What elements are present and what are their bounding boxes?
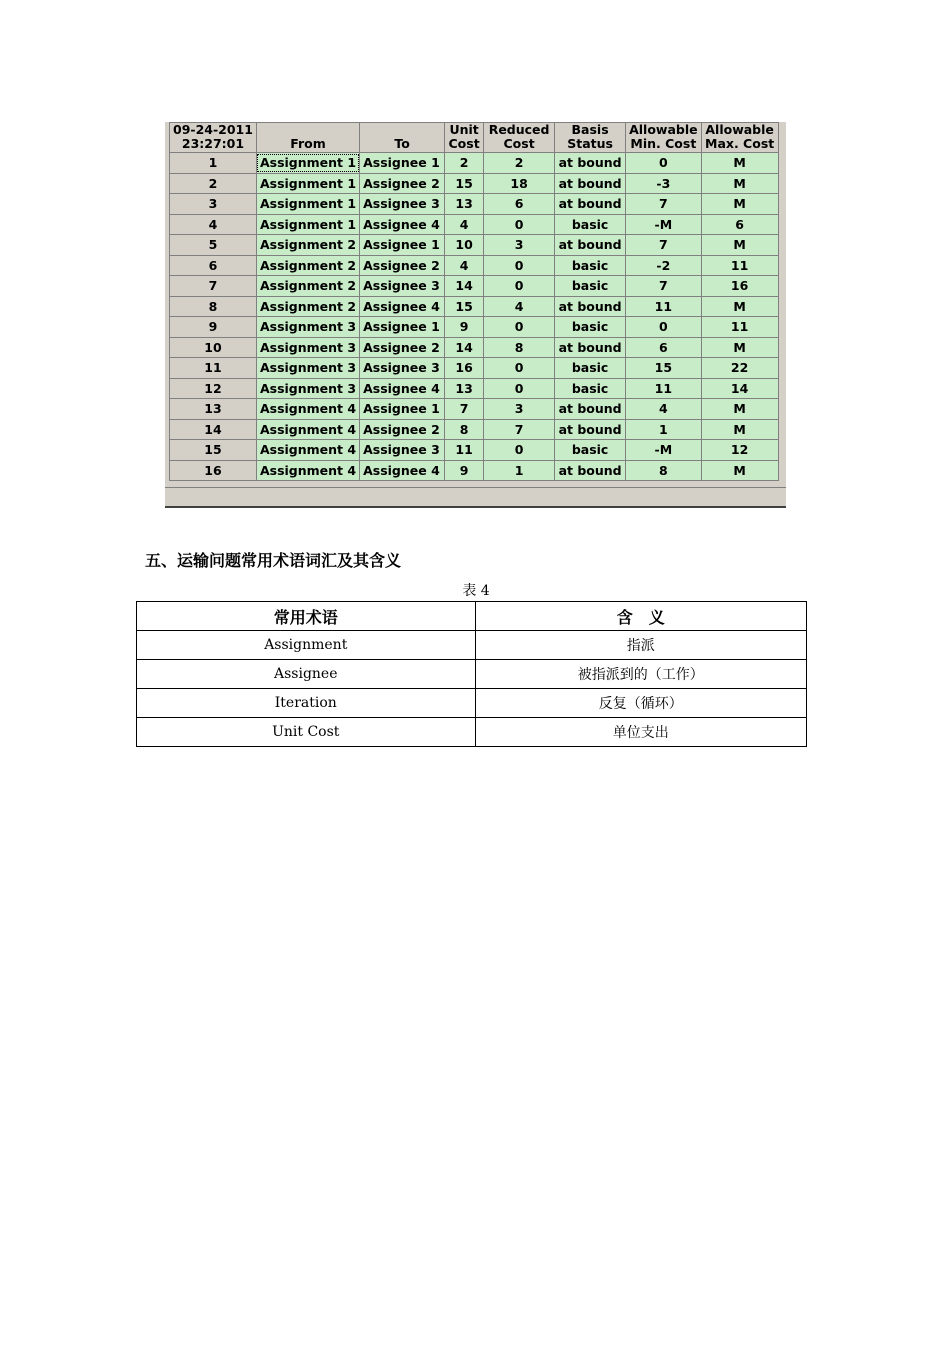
col-header-to-label: To	[394, 136, 410, 151]
reduced-cost-cell[interactable]: 0	[484, 276, 555, 297]
grid-row	[170, 235, 779, 256]
grid-row	[170, 214, 779, 235]
basis-status-cell[interactable]: at bound	[555, 337, 626, 358]
unit-cost-cell[interactable]: 11	[445, 440, 484, 461]
table-caption: 表 4	[462, 583, 490, 599]
allowable-max-cost-cell[interactable]: 6	[701, 214, 778, 235]
col-header-from[interactable]	[256, 123, 359, 153]
grid-header-row	[170, 123, 779, 153]
basis-status-cell[interactable]: at bound	[555, 235, 626, 256]
reduced-cost-cell[interactable]: 0	[484, 317, 555, 338]
allowable-max-cost-cell[interactable]: M	[701, 194, 778, 215]
unit-cost-cell[interactable]: 9	[445, 460, 484, 481]
unit-cost-cell[interactable]: 7	[445, 399, 484, 420]
to-cell[interactable]: Assignee 4	[360, 296, 445, 317]
terms-meaning-cell: 指派	[475, 631, 806, 660]
reduced-cost-cell[interactable]: 0	[484, 378, 555, 399]
from-cell[interactable]: Assignment 4	[256, 440, 359, 461]
allowable-min-cost-cell[interactable]: 0	[626, 317, 702, 338]
col-header-unit-cost-line2: Cost	[448, 136, 480, 151]
terms-table	[136, 601, 807, 747]
to-cell[interactable]: Assignee 4	[360, 214, 445, 235]
from-cell[interactable]: Assignment 4	[256, 460, 359, 481]
col-header-allowable-min-line2: Min. Cost	[630, 136, 697, 151]
basis-status-cell[interactable]: basic	[555, 358, 626, 379]
allowable-min-cost-cell[interactable]: 11	[626, 296, 702, 317]
terms-header-meaning: 含 义	[475, 602, 806, 631]
allowable-max-cost-cell[interactable]: M	[701, 399, 778, 420]
col-header-basis-status-line1: Basis	[571, 122, 609, 137]
unit-cost-cell[interactable]: 13	[445, 194, 484, 215]
basis-status-cell[interactable]: at bound	[555, 153, 626, 174]
to-cell[interactable]: Assignee 3	[360, 440, 445, 461]
basis-status-cell[interactable]: basic	[555, 276, 626, 297]
unit-cost-cell[interactable]: 15	[445, 296, 484, 317]
col-header-from-label: From	[290, 136, 326, 151]
reduced-cost-cell[interactable]: 18	[484, 173, 555, 194]
reduced-cost-cell[interactable]: 1	[484, 460, 555, 481]
allowable-min-cost-cell[interactable]: 4	[626, 399, 702, 420]
to-cell[interactable]: Assignee 2	[360, 419, 445, 440]
allowable-min-cost-cell[interactable]: 8	[626, 460, 702, 481]
to-cell[interactable]: Assignee 2	[360, 173, 445, 194]
terms-meaning-cell: 反复（循环）	[475, 689, 806, 718]
from-cell[interactable]: Assignment 1	[256, 173, 359, 194]
to-cell[interactable]: Assignee 4	[360, 378, 445, 399]
from-cell[interactable]: Assignment 1	[256, 214, 359, 235]
grid-row	[170, 173, 779, 194]
solution-grid-window	[165, 122, 786, 508]
from-cell[interactable]: Assignment 2	[256, 255, 359, 276]
grid-corner-timestamp	[170, 123, 257, 153]
row-number-cell[interactable]: 13	[170, 399, 257, 420]
allowable-min-cost-cell[interactable]: -M	[626, 214, 702, 235]
allowable-max-cost-cell[interactable]: M	[701, 419, 778, 440]
terms-row	[137, 689, 807, 718]
grid-row	[170, 194, 779, 215]
from-cell[interactable]: Assignment 4	[256, 419, 359, 440]
col-header-basis-status[interactable]	[555, 123, 626, 153]
row-number-cell[interactable]: 5	[170, 235, 257, 256]
allowable-max-cost-cell[interactable]: M	[701, 235, 778, 256]
allowable-max-cost-cell[interactable]: 22	[701, 358, 778, 379]
grid-row	[170, 296, 779, 317]
allowable-max-cost-cell[interactable]: M	[701, 153, 778, 174]
terms-term-cell: Assignee	[137, 660, 476, 689]
from-cell[interactable]: Assignment 1	[256, 194, 359, 215]
reduced-cost-cell[interactable]: 3	[484, 399, 555, 420]
to-cell[interactable]: Assignee 3	[360, 194, 445, 215]
row-number-cell[interactable]: 15	[170, 440, 257, 461]
reduced-cost-cell[interactable]: 4	[484, 296, 555, 317]
terms-meaning-cell: 单位支出	[475, 718, 806, 747]
reduced-cost-cell[interactable]: 0	[484, 440, 555, 461]
from-cell[interactable]: Assignment 1	[256, 153, 359, 174]
grid-row	[170, 378, 779, 399]
grid-row	[170, 358, 779, 379]
row-number-cell[interactable]: 10	[170, 337, 257, 358]
row-number-cell[interactable]: 12	[170, 378, 257, 399]
timestamp-time: 23:27:01	[181, 136, 245, 151]
reduced-cost-cell[interactable]: 0	[484, 255, 555, 276]
col-header-allowable-min-line1: Allowable	[629, 122, 698, 137]
terms-header-row	[137, 602, 807, 631]
reduced-cost-cell[interactable]: 0	[484, 358, 555, 379]
allowable-max-cost-cell[interactable]: 12	[701, 440, 778, 461]
col-header-basis-status-line2: Status	[567, 136, 613, 151]
basis-status-cell[interactable]: basic	[555, 317, 626, 338]
col-header-allowable-min-cost[interactable]	[626, 123, 702, 153]
reduced-cost-cell[interactable]: 3	[484, 235, 555, 256]
col-header-to[interactable]	[360, 123, 445, 153]
col-header-reduced-cost[interactable]	[484, 123, 555, 153]
col-header-unit-cost[interactable]	[445, 123, 484, 153]
row-number-cell[interactable]: 14	[170, 419, 257, 440]
row-number-cell[interactable]: 2	[170, 173, 257, 194]
to-cell[interactable]: Assignee 2	[360, 337, 445, 358]
unit-cost-cell[interactable]: 15	[445, 173, 484, 194]
from-cell[interactable]: Assignment 3	[256, 358, 359, 379]
grid-row	[170, 153, 779, 174]
allowable-max-cost-cell[interactable]: M	[701, 296, 778, 317]
col-header-allowable-max-line1: Allowable	[705, 122, 774, 137]
to-cell[interactable]: Assignee 1	[360, 399, 445, 420]
row-number-cell[interactable]: 7	[170, 276, 257, 297]
to-cell[interactable]: Assignee 3	[360, 358, 445, 379]
basis-status-cell[interactable]: basic	[555, 378, 626, 399]
row-number-cell[interactable]: 16	[170, 460, 257, 481]
from-cell[interactable]: Assignment 3	[256, 317, 359, 338]
row-number-cell[interactable]: 3	[170, 194, 257, 215]
reduced-cost-cell[interactable]: 7	[484, 419, 555, 440]
section-title: 五、运输问题常用术语词汇及其含义	[145, 551, 402, 570]
col-header-reduced-cost-line1: Reduced	[488, 122, 550, 137]
from-cell[interactable]: Assignment 3	[256, 337, 359, 358]
from-cell[interactable]: Assignment 4	[256, 399, 359, 420]
row-number-cell[interactable]: 6	[170, 255, 257, 276]
reduced-cost-cell[interactable]: 6	[484, 194, 555, 215]
terms-term-cell: Iteration	[137, 689, 476, 718]
allowable-min-cost-cell[interactable]: 1	[626, 419, 702, 440]
row-number-cell[interactable]: 8	[170, 296, 257, 317]
basis-status-cell[interactable]: basic	[555, 440, 626, 461]
to-cell[interactable]: Assignee 2	[360, 255, 445, 276]
col-header-unit-cost-line1: Unit	[449, 122, 479, 137]
grid-row	[170, 460, 779, 481]
terms-row	[137, 660, 807, 689]
allowable-max-cost-cell[interactable]: M	[701, 460, 778, 481]
allowable-min-cost-cell[interactable]: 7	[626, 194, 702, 215]
unit-cost-cell[interactable]: 9	[445, 317, 484, 338]
basis-status-cell[interactable]: at bound	[555, 460, 626, 481]
unit-cost-cell[interactable]: 4	[445, 214, 484, 235]
reduced-cost-cell[interactable]: 2	[484, 153, 555, 174]
from-cell[interactable]: Assignment 2	[256, 235, 359, 256]
terms-term-cell: Assignment	[137, 631, 476, 660]
allowable-max-cost-cell[interactable]: M	[701, 337, 778, 358]
basis-status-cell[interactable]: at bound	[555, 419, 626, 440]
from-cell[interactable]: Assignment 2	[256, 276, 359, 297]
reduced-cost-cell[interactable]: 8	[484, 337, 555, 358]
allowable-max-cost-cell[interactable]: 11	[701, 255, 778, 276]
unit-cost-cell[interactable]: 4	[445, 255, 484, 276]
row-number-cell[interactable]: 4	[170, 214, 257, 235]
allowable-min-cost-cell[interactable]: 0	[626, 153, 702, 174]
basis-status-cell[interactable]: basic	[555, 255, 626, 276]
allowable-min-cost-cell[interactable]: -M	[626, 440, 702, 461]
allowable-min-cost-cell[interactable]: 11	[626, 378, 702, 399]
to-cell[interactable]: Assignee 4	[360, 460, 445, 481]
from-cell[interactable]: Assignment 2	[256, 296, 359, 317]
unit-cost-cell[interactable]: 13	[445, 378, 484, 399]
grid-row	[170, 317, 779, 338]
unit-cost-cell[interactable]: 16	[445, 358, 484, 379]
to-cell[interactable]: Assignee 1	[360, 317, 445, 338]
reduced-cost-cell[interactable]: 0	[484, 214, 555, 235]
terms-row	[137, 631, 807, 660]
unit-cost-cell[interactable]: 14	[445, 337, 484, 358]
terms-term-cell: Unit Cost	[137, 718, 476, 747]
basis-status-cell[interactable]: at bound	[555, 399, 626, 420]
grid-bottom-strip	[165, 487, 786, 506]
terms-row	[137, 718, 807, 747]
timestamp-date: 09-24-2011	[173, 122, 253, 137]
unit-cost-cell[interactable]: 8	[445, 419, 484, 440]
grid-row	[170, 440, 779, 461]
row-number-cell[interactable]: 1	[170, 153, 257, 174]
basis-status-cell[interactable]: basic	[555, 214, 626, 235]
terms-header-term: 常用术语	[137, 602, 476, 631]
allowable-max-cost-cell[interactable]: M	[701, 173, 778, 194]
unit-cost-cell[interactable]: 10	[445, 235, 484, 256]
solution-grid	[169, 122, 779, 481]
unit-cost-cell[interactable]: 14	[445, 276, 484, 297]
allowable-max-cost-cell[interactable]: 16	[701, 276, 778, 297]
unit-cost-cell[interactable]: 2	[445, 153, 484, 174]
to-cell[interactable]: Assignee 1	[360, 235, 445, 256]
allowable-min-cost-cell[interactable]: 7	[626, 235, 702, 256]
terms-meaning-cell: 被指派到的（工作）	[475, 660, 806, 689]
col-header-allowable-max-cost[interactable]	[701, 123, 778, 153]
allowable-max-cost-cell[interactable]: 11	[701, 317, 778, 338]
allowable-min-cost-cell[interactable]: -3	[626, 173, 702, 194]
col-header-allowable-max-line2: Max. Cost	[705, 136, 775, 151]
basis-status-cell[interactable]: at bound	[555, 296, 626, 317]
to-cell[interactable]: Assignee 1	[360, 153, 445, 174]
allowable-min-cost-cell[interactable]: 6	[626, 337, 702, 358]
grid-row	[170, 255, 779, 276]
row-number-cell[interactable]: 9	[170, 317, 257, 338]
from-cell[interactable]: Assignment 3	[256, 378, 359, 399]
basis-status-cell[interactable]: at bound	[555, 194, 626, 215]
to-cell[interactable]: Assignee 3	[360, 276, 445, 297]
grid-row	[170, 399, 779, 420]
allowable-max-cost-cell[interactable]: 14	[701, 378, 778, 399]
grid-row	[170, 419, 779, 440]
allowable-min-cost-cell[interactable]: 7	[626, 276, 702, 297]
allowable-min-cost-cell[interactable]: -2	[626, 255, 702, 276]
allowable-min-cost-cell[interactable]: 15	[626, 358, 702, 379]
basis-status-cell[interactable]: at bound	[555, 173, 626, 194]
grid-row	[170, 276, 779, 297]
row-number-cell[interactable]: 11	[170, 358, 257, 379]
col-header-reduced-cost-line2: Cost	[503, 136, 535, 151]
grid-row	[170, 337, 779, 358]
